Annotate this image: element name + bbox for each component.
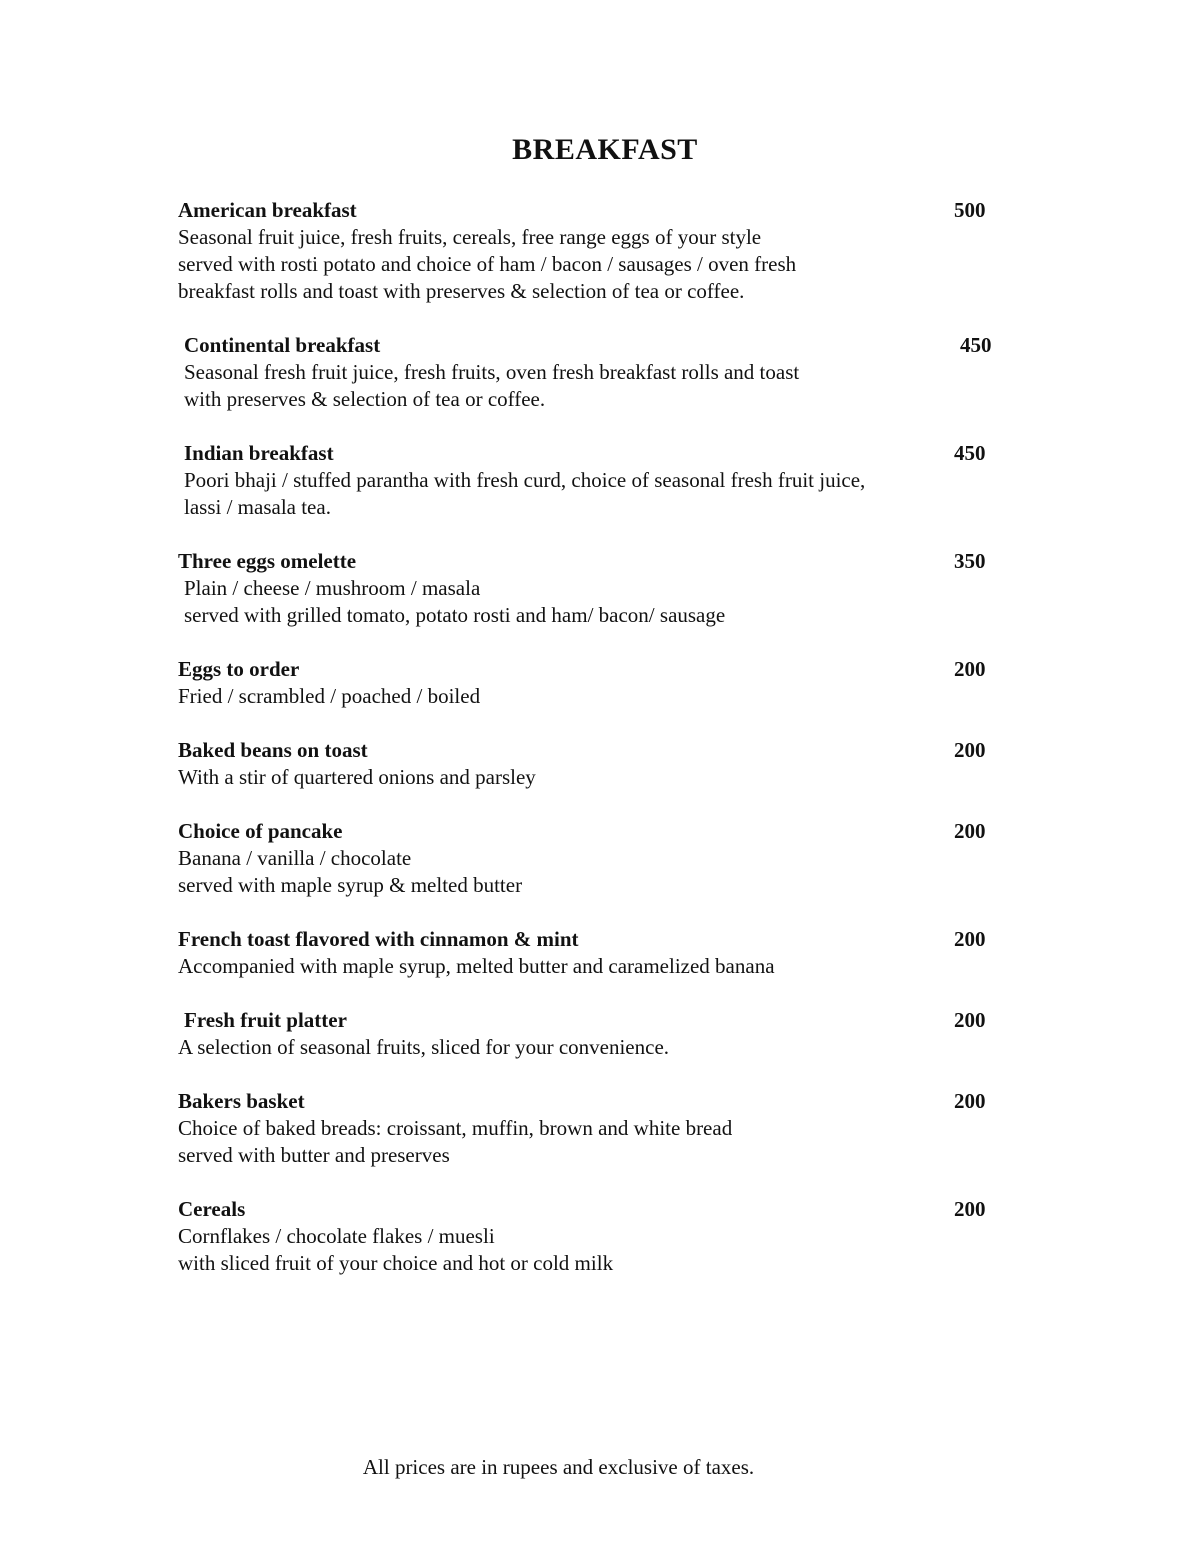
item-description: A selection of seasonal fruits, sliced for your convenience. <box>178 1035 670 1059</box>
item-name: Three eggs omelette <box>178 549 357 573</box>
item-name: Baked beans on toast <box>178 738 368 762</box>
item-description: Accompanied with maple syrup, melted butter and caramelized banana <box>178 954 775 978</box>
item-description: Choice of baked breads: croissant, muffin, brown and white bread served with butter and preserves <box>178 1116 733 1167</box>
price-footnote: All prices are in rupees and exclusive of taxes. <box>362 1455 755 1479</box>
item-price: 500 <box>954 198 986 222</box>
menu-title: BREAKFAST <box>512 133 698 166</box>
item-description: Seasonal fruit juice, fresh fruits, cereals, free range eggs of your style served with rosti potato and choice of ham / bacon / sausages / oven fresh breakfast rolls and toast with preserves & selection of tea or coffee. <box>178 225 797 303</box>
item-price: 200 <box>954 1197 986 1221</box>
item-description: With a stir of quartered onions and parsley <box>178 765 536 789</box>
item-description: Banana / vanilla / chocolate served with maple syrup & melted butter <box>178 846 523 897</box>
item-price: 200 <box>954 657 986 681</box>
item-name: Indian breakfast <box>184 441 334 465</box>
item-description: Plain / cheese / mushroom / masala served with grilled tomato, potato rosti and ham/ bacon/ sausage <box>184 576 726 627</box>
item-name: Fresh fruit platter <box>184 1008 347 1032</box>
item-price: 200 <box>954 927 986 951</box>
item-name: Continental breakfast <box>184 333 381 357</box>
item-description: Fried / scrambled / poached / boiled <box>178 684 481 708</box>
item-description: Seasonal fresh fruit juice, fresh fruits, oven fresh breakfast rolls and toast with preserves & selection of tea or coffee. <box>184 360 800 411</box>
item-name: American breakfast <box>178 198 357 222</box>
item-price: 200 <box>954 1089 986 1113</box>
item-name: Cereals <box>178 1197 246 1221</box>
item-price: 200 <box>954 738 986 762</box>
item-price: 450 <box>954 441 986 465</box>
item-price: 350 <box>954 549 986 573</box>
item-price: 450 <box>960 333 992 357</box>
item-name: French toast flavored with cinnamon & mint <box>178 927 579 951</box>
item-name: Choice of pancake <box>178 819 343 843</box>
item-name: Eggs to order <box>178 657 300 681</box>
item-description: Poori bhaji / stuffed parantha with fresh curd, choice of seasonal fresh fruit juice, lassi / masala tea. <box>184 468 866 519</box>
item-price: 200 <box>954 819 986 843</box>
item-name: Bakers basket <box>178 1089 305 1113</box>
item-description: Cornflakes / chocolate flakes / muesli with sliced fruit of your choice and hot or cold milk <box>178 1224 614 1275</box>
item-price: 200 <box>954 1008 986 1032</box>
